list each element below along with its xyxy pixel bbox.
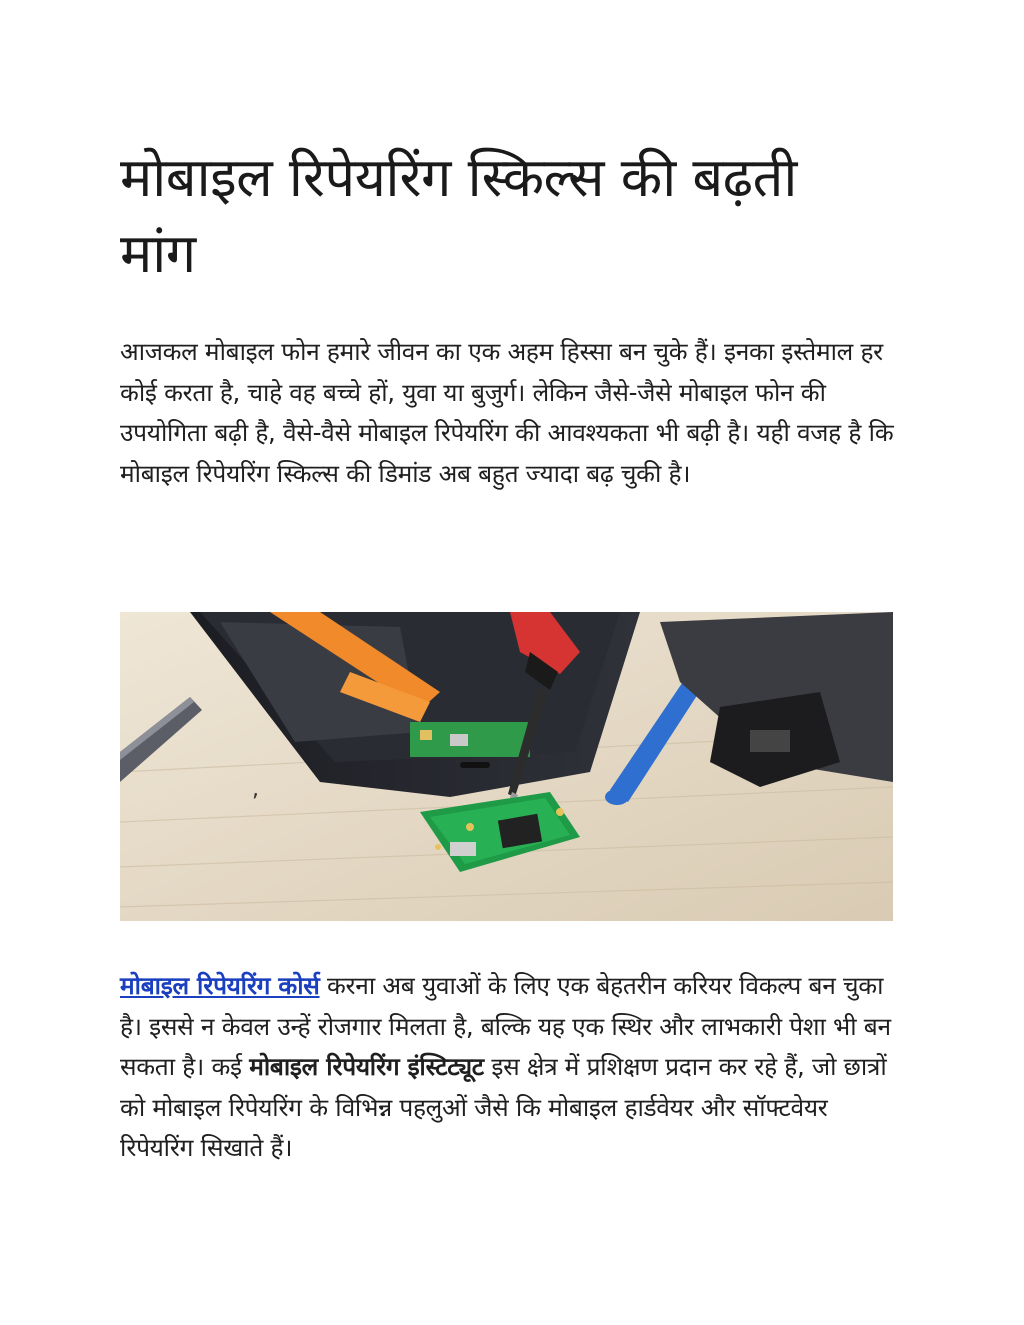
stray-mark: , <box>252 777 259 802</box>
paragraph-text-1: करना अब युवाओं के लिए एक बेहतरीन करियर विकल्प बन चुका है। इससे न केवल उन्हें रोजगार मिलता है, बल्कि यह एक स्थिर और लाभकारी पेशा भी बन सकता है। कई <box>120 971 891 1081</box>
second-paragraph <box>120 966 905 1169</box>
paragraph-text-2: इस क्षेत्र में प्रशिक्षण प्रदान कर रहे हैं, जो छात्रों को मोबाइल रिपेयरिंग के विभिन्न पहलुओं जैसे कि मोबाइल हार्डवेयर और सॉफ्टवेयर रिपेयरिंग सिखाते हैं। <box>120 1052 887 1162</box>
intro-paragraph: आजकल मोबाइल फोन हमारे जीवन का एक अहम हिस्सा बन चुके हैं। इनका इस्तेमाल हर कोई करता है, चाहे वह बच्चे हों, युवा या बुजुर्ग। लेकिन जैसे-जैसे मोबाइल फोन की उपयोगिता बढ़ी है, वैसे-वैसे मोबाइल रिपेयरिंग की आवश्यकता भी बढ़ी है। यही वजह है कि मोबाइल रिपेयरिंग स्किल्स की डिमांड अब बहुत ज्यादा बढ़ चुकी है। <box>120 337 894 488</box>
repairing-course-link[interactable]: मोबाइल रिपेयरिंग कोर्स <box>120 971 320 1000</box>
phone-repair-image <box>120 612 893 921</box>
page-title: मोबाइल रिपेयरिंग स्किल्स की बढ़ती मांग <box>120 146 797 285</box>
institute-bold-text: मोबाइल रिपेयरिंग इंस्टिट्यूट <box>249 1052 484 1081</box>
